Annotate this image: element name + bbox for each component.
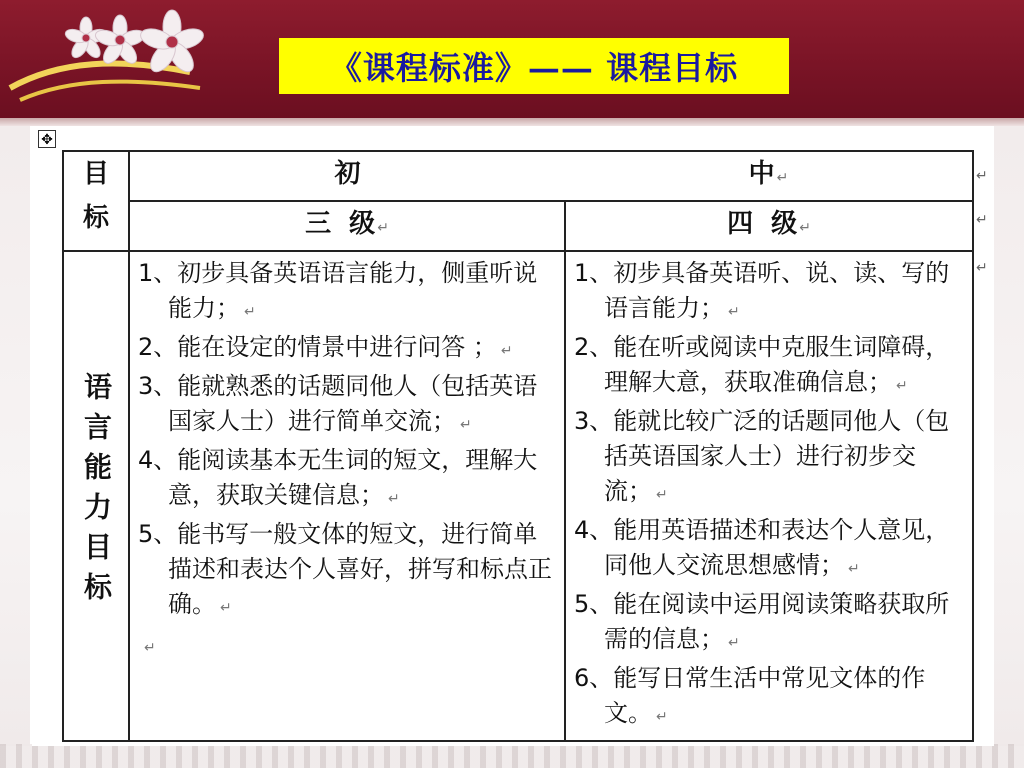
middle-header: 中 ↵ xyxy=(748,159,789,189)
header-row-cell xyxy=(129,151,973,201)
list-item: 3、能就熟悉的话题同他人（包括英语国家人士）进行简单交流； ↵ xyxy=(138,372,538,435)
right-decoration xyxy=(994,126,1024,746)
list-item: 6、能写日常生活中常见文体的作文。 ↵ xyxy=(574,664,926,727)
course-goals-table xyxy=(62,150,974,742)
level3-header: 三 级 ↵ xyxy=(129,201,565,251)
list-item: 5、能在阅读中运用阅读策略获取所需的信息； ↵ xyxy=(574,590,950,653)
list-item: 2、能在听或阅读中克服生词障碍，理解大意，获取准确信息； ↵ xyxy=(574,333,950,396)
junior-header xyxy=(130,152,565,200)
list-item: 1、初步具备英语语言能力，侧重听说能力； ↵ xyxy=(138,259,538,322)
level4-content-cell xyxy=(565,251,973,741)
list-item: 3、能就比较广泛的话题同他人（包括英语国家人士）进行初步交流； ↵ xyxy=(574,407,950,505)
level3-list xyxy=(130,252,564,626)
list-item: 4、能用英语描述和表达个人意见，同他人交流思想感情； ↵ xyxy=(574,516,950,579)
paragraph-mark: ↵ xyxy=(144,640,156,656)
row-end-mark: ↵ xyxy=(976,260,988,276)
row-label: 语言能力目标 xyxy=(80,372,113,612)
left-decoration xyxy=(0,126,30,746)
middle-header-text: 中 xyxy=(748,159,775,189)
banner-divider xyxy=(0,118,1024,126)
table-move-handle-icon[interactable]: ✥ xyxy=(38,130,56,148)
level4-list xyxy=(566,252,972,735)
goal-header-cell xyxy=(63,151,129,251)
level4-text: 四 级 xyxy=(727,209,798,239)
level4-header: 四 级 ↵ xyxy=(565,201,973,251)
level3-text: 三 级 xyxy=(305,209,376,239)
list-item: 5、能书写一般文体的短文，进行简单描述和表达个人喜好，拼写和标点正确。 ↵ xyxy=(138,520,552,618)
row-end-mark: ↵ xyxy=(976,168,988,184)
junior-header-text: 初 xyxy=(334,159,361,189)
list-item: 4、能阅读基本无生词的短文，理解大意，获取关键信息； ↵ xyxy=(138,446,538,509)
flower-logo xyxy=(0,0,220,118)
title-box xyxy=(279,38,789,94)
list-item: 2、能在设定的情景中进行问答 ； ↵ xyxy=(138,333,513,361)
goal-header: 目标 xyxy=(82,159,109,233)
row-end-mark: ↵ xyxy=(976,212,988,228)
bottom-decoration xyxy=(0,744,1024,768)
list-item: 1、初步具备英语听、说、读、写的语言能力； ↵ xyxy=(574,259,950,322)
page-title: 《课程标准》—— 课程目标 xyxy=(329,49,739,87)
row-label-cell xyxy=(63,251,129,741)
level3-content-cell xyxy=(129,251,565,741)
